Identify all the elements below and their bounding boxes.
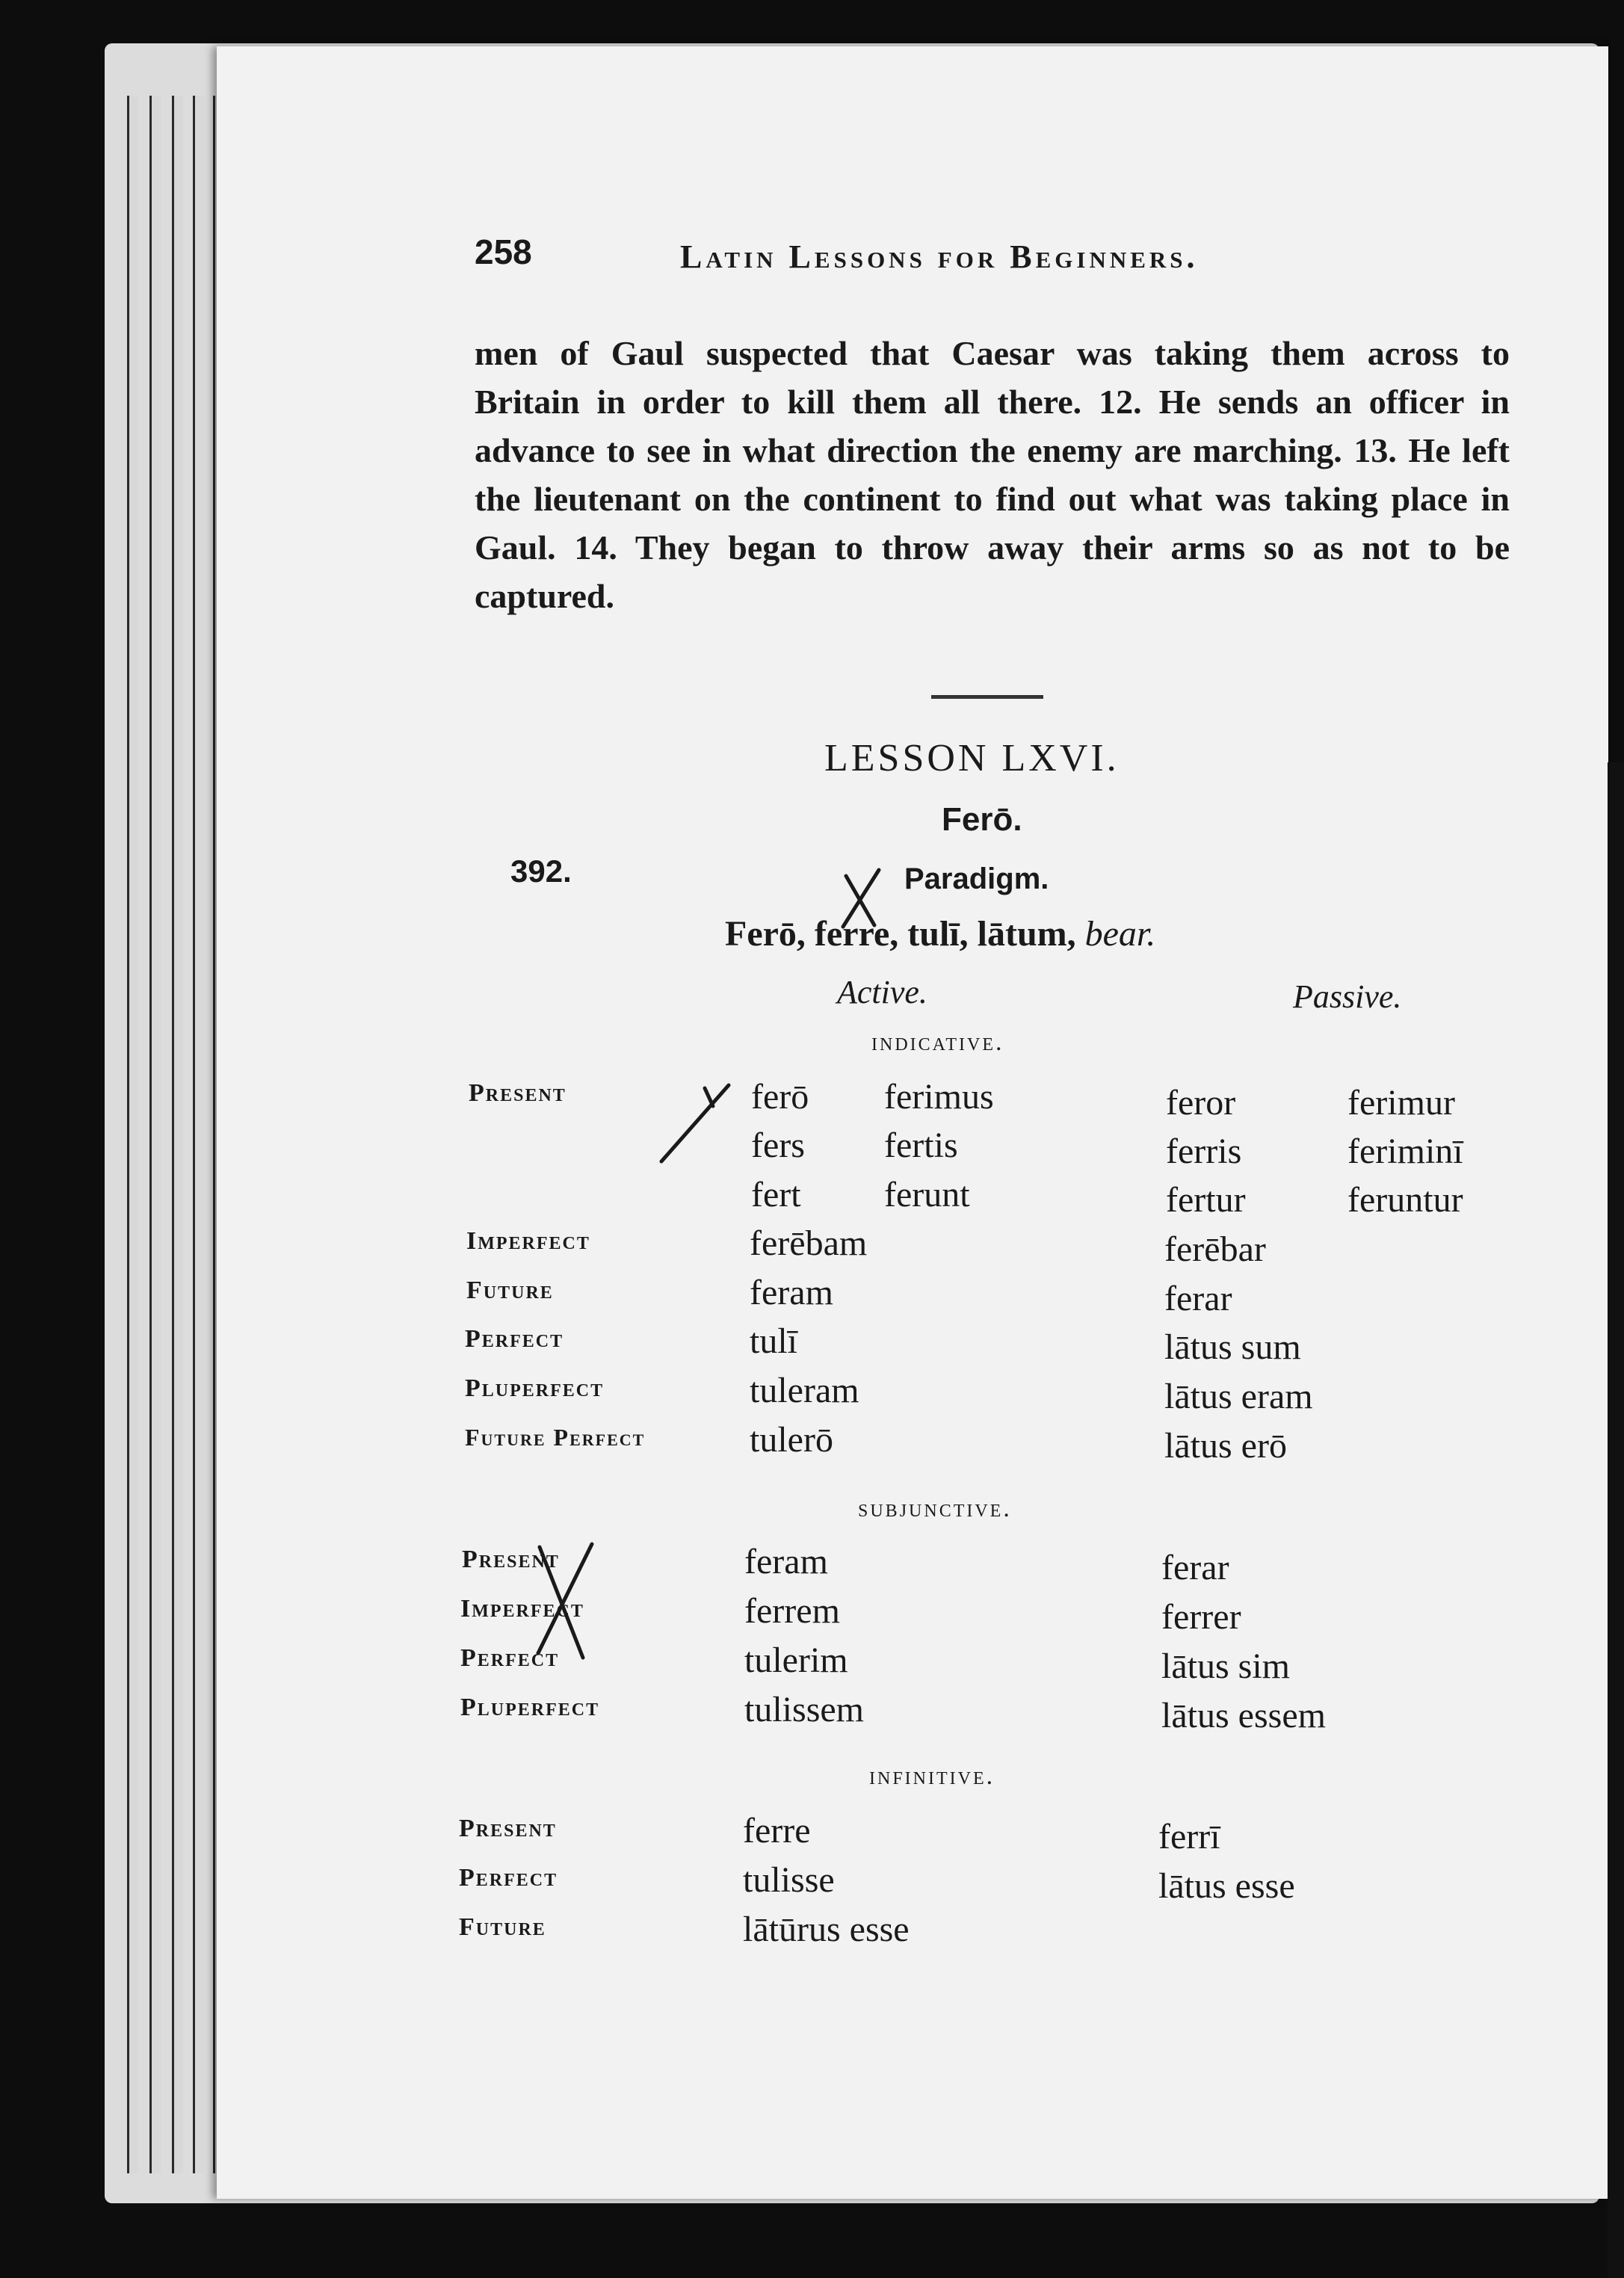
conjugation-form: ferō: [751, 1077, 809, 1117]
conjugation-form: ferris: [1166, 1132, 1242, 1171]
tense-label: Future Perfect: [465, 1424, 646, 1451]
conjugation-form: ferimus: [884, 1077, 994, 1117]
conjugation-form: tulī: [750, 1321, 798, 1361]
conjugation-form: lātus esse: [1158, 1866, 1295, 1906]
exercise-paragraph: men of Gaul suspected that Caesar was taking them across to Britain in order to kill them all there. 12. He sends an officer in advance to see in what direction the enemy are marching. 13. He left the lieutenant on the continent to find out what was taking place in Gaul. 14. They began to throw away their arms so as not to be captured.: [475, 334, 1510, 615]
tense-label: Future: [459, 1913, 546, 1941]
tense-label: Perfect: [460, 1644, 560, 1672]
tense-label: Pluperfect: [460, 1694, 600, 1721]
indicative-heading: indicative.: [871, 1028, 1004, 1056]
tense-label: Future: [466, 1277, 554, 1304]
conjugation-form: fertis: [884, 1126, 958, 1165]
tense-label: Present: [469, 1079, 566, 1107]
conjugation-form: tulissem: [744, 1690, 865, 1729]
conjugation-form: lātūrus esse: [743, 1910, 910, 1949]
conjugation-form: ferēbam: [750, 1223, 868, 1263]
infinitive-heading: infinitive.: [869, 1762, 995, 1790]
paradigm-label: Paradigm.: [904, 862, 1049, 895]
tense-label: Pluperfect: [465, 1374, 605, 1402]
handwritten-x-mark: [661, 1085, 729, 1161]
conjugation-form: lātus sim: [1161, 1646, 1291, 1686]
conjugation-form: fertur: [1166, 1180, 1246, 1220]
conjugation-form: lātus essem: [1161, 1696, 1326, 1735]
conjugation-form: tuleram: [750, 1371, 859, 1410]
conjugation-form: lātus eram: [1164, 1377, 1313, 1416]
conjugation-form: lātus sum: [1164, 1327, 1301, 1367]
conjugation-form: lātus erō: [1164, 1426, 1287, 1466]
tense-label: Imperfect: [460, 1595, 584, 1623]
conjugation-form: feram: [750, 1273, 833, 1312]
conjugation-form: ferrī: [1158, 1817, 1220, 1856]
conjugation-form: feror: [1166, 1083, 1236, 1123]
conjugation-form: tulerō: [750, 1420, 833, 1460]
conjugation-form: tulerim: [744, 1640, 848, 1680]
conjugation-form: ferimur: [1347, 1083, 1455, 1123]
tense-label: Present: [459, 1815, 557, 1842]
conjugation-form: ferar: [1164, 1279, 1232, 1318]
conjugation-form: feruntur: [1347, 1180, 1463, 1220]
subjunctive-heading: subjunctive.: [858, 1495, 1012, 1522]
page-number: 258: [475, 232, 532, 271]
principal-parts-text: Ferō, ferre, tulī, lātum,: [725, 914, 1076, 954]
conjugation-form: ferre: [743, 1811, 811, 1851]
conjugation-form: feriminī: [1347, 1132, 1463, 1171]
tense-label: Imperfect: [466, 1227, 590, 1255]
tense-label: Perfect: [465, 1325, 564, 1353]
conjugation-form: ferunt: [884, 1175, 970, 1214]
tense-label: Present: [462, 1546, 560, 1573]
handwritten-x-mark: [538, 1544, 592, 1658]
conjugation-form: ferrem: [744, 1591, 840, 1631]
section-number: 392.: [510, 854, 572, 889]
passive-voice-label: Passive.: [1293, 978, 1402, 1015]
tense-label: Perfect: [459, 1864, 558, 1892]
lesson-subtitle: Ferō.: [942, 801, 1022, 838]
conjugation-form: ferrer: [1161, 1597, 1241, 1637]
conjugation-form: feram: [744, 1542, 828, 1581]
lesson-title: LESSON LXVI.: [824, 737, 1120, 780]
verb-meaning: bear.: [1084, 914, 1156, 954]
conjugation-form: fers: [751, 1126, 805, 1165]
conjugation-form: ferēbar: [1164, 1229, 1266, 1269]
active-voice-label: Active.: [837, 974, 927, 1010]
handwritten-x-mark: [843, 870, 879, 927]
conjugation-form: fert: [751, 1175, 801, 1214]
conjugation-form: tulisse: [743, 1860, 835, 1900]
conjugation-form: ferar: [1161, 1548, 1229, 1587]
running-title: Latin Lessons for Beginners.: [680, 238, 1199, 275]
